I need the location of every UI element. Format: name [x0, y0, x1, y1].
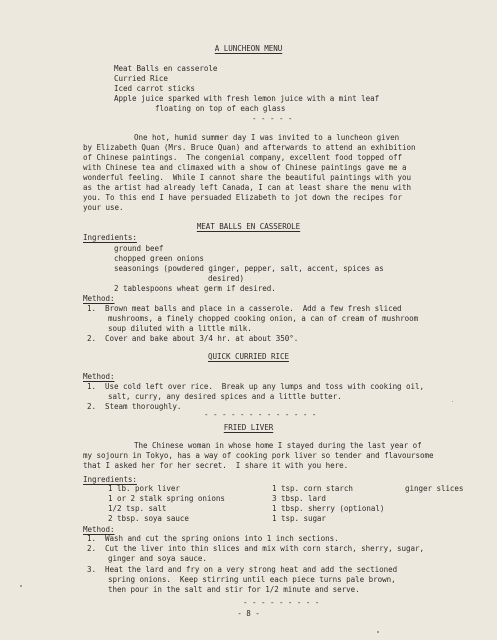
meatballs-title: MEAT BALLS EN CASSEROLE	[196, 222, 301, 231]
ingredient-line: chopped green onions	[114, 254, 204, 263]
intro-line: One hot, humid summer day I was invited to a luncheon given	[134, 133, 400, 142]
ingredient-line: desired)	[208, 274, 244, 283]
meatballs-ingredients-label: Ingredients:	[83, 233, 137, 242]
intro-line: by Elizabeth Quan (Mrs. Bruce Quan) and afterwards to attend an exhibition	[83, 143, 416, 152]
method-step: 3. Heat the lard and fry on a very strong heat and add the sectioned	[87, 565, 398, 574]
paper-speck	[20, 585, 22, 587]
method-step-continuation: salt, curry, any desired spices and a little butter.	[108, 392, 342, 401]
method-step-continuation: soup diluted with a little milk.	[108, 324, 252, 333]
paper-speck	[377, 631, 379, 633]
section-divider: - - - - - - - - -	[243, 598, 320, 607]
method-step: 1. Brown meat balls and place in a casserole. Add a few fresh sliced	[87, 304, 402, 313]
ingredient-line: seasonings (powdered ginger, pepper, salt, accent, spices as	[114, 264, 384, 273]
ingredient-line: ginger slices	[405, 484, 464, 493]
menu-item-continuation: floating on top of each glass	[155, 104, 286, 113]
rice-method-label: Method:	[83, 372, 115, 381]
intro-line: your use.	[83, 203, 124, 212]
ingredient-line: ground beef	[114, 244, 164, 253]
intro-line: as the artist had already left Canada, I can at least share the menu with	[83, 183, 412, 192]
liver-intro-line: my sojourn in Tokyo, has a way of cooking pork liver so tender and flavoursome	[83, 451, 434, 460]
method-step-continuation: then pour in the salt and stir for 1/2 minute and serve.	[108, 585, 360, 594]
menu-divider: - - - - -	[252, 114, 293, 123]
menu-item: Curried Rice	[114, 74, 168, 83]
method-step: 1. Wash and cut the spring onions into 1 inch sections.	[87, 534, 339, 543]
intro-line: you. To this end I have persuaded Elizabeth to jot down the recipes for	[83, 193, 403, 202]
ingredient-line: 3 tbsp. lard	[272, 494, 326, 503]
liver-intro-line: The Chinese woman in whose home I stayed during the last year of	[134, 441, 422, 450]
intro-line: with Chinese tea and climaxed with a show of Chinese paintings gave me a	[83, 163, 407, 172]
page-number: - 8 -	[237, 609, 260, 618]
ingredient-line: 1 lb. pork liver	[108, 484, 180, 493]
ingredient-line: 2 tablespoons wheat germ if desired.	[114, 284, 276, 293]
method-step-continuation: ginger and soya sauce.	[108, 554, 207, 563]
intro-line: wonderful feeling. While I cannot share the beautiful paintings with you	[83, 173, 412, 182]
liver-ingredients-label: Ingredients:	[83, 475, 137, 484]
menu-item: Iced carrot sticks	[114, 84, 195, 93]
liver-method-label: Method:	[83, 525, 115, 534]
liver-intro-line: that I asked her for her secret. I share it with you here.	[83, 461, 349, 470]
method-step: 2. Cover and bake about 3/4 hr. at about 350°.	[87, 334, 299, 343]
ingredient-line: 1/2 tsp. salt	[108, 504, 167, 513]
menu-item: Meat Balls en casserole	[114, 64, 218, 73]
menu-item: Apple juice sparked with fresh lemon juice with a mint leaf	[114, 94, 380, 103]
ingredient-line: 1 tsp. corn starch	[272, 484, 353, 493]
meatballs-method-label: Method:	[83, 294, 115, 303]
method-step-continuation: mushrooms, a finely chopped cooking onion, a can of cream of mushroom	[108, 314, 419, 323]
rice-title: QUICK CURRIED RICE	[208, 352, 289, 361]
method-step: 1. Use cold left over rice. Break up any lumps and toss with cooking oil,	[87, 382, 425, 391]
menu-title: A LUNCHEON MENU	[214, 44, 283, 53]
method-step-continuation: spring onions. Keep stirring until each piece turns pale brown,	[108, 575, 396, 584]
ingredient-line: 1 tbsp. sherry (optional)	[272, 504, 385, 513]
method-step: 2. Cut the liver into thin slices and mix with corn starch, sherry, sugar,	[87, 544, 425, 553]
ingredient-line: 1 tsp. sugar	[272, 514, 326, 523]
ingredient-line: 1 or 2 stalk spring onions	[108, 494, 225, 503]
ingredient-line: 2 tbsp. soya sauce	[108, 514, 189, 523]
section-divider: - - - - - - - - - - - - -	[204, 410, 317, 419]
intro-line: of Chinese paintings. The congenial company, excellent food topped off	[83, 153, 403, 162]
liver-title: FRIED LIVER	[223, 423, 274, 432]
paper-speck	[452, 401, 453, 402]
method-step: 2. Steam thoroughly.	[87, 402, 182, 411]
